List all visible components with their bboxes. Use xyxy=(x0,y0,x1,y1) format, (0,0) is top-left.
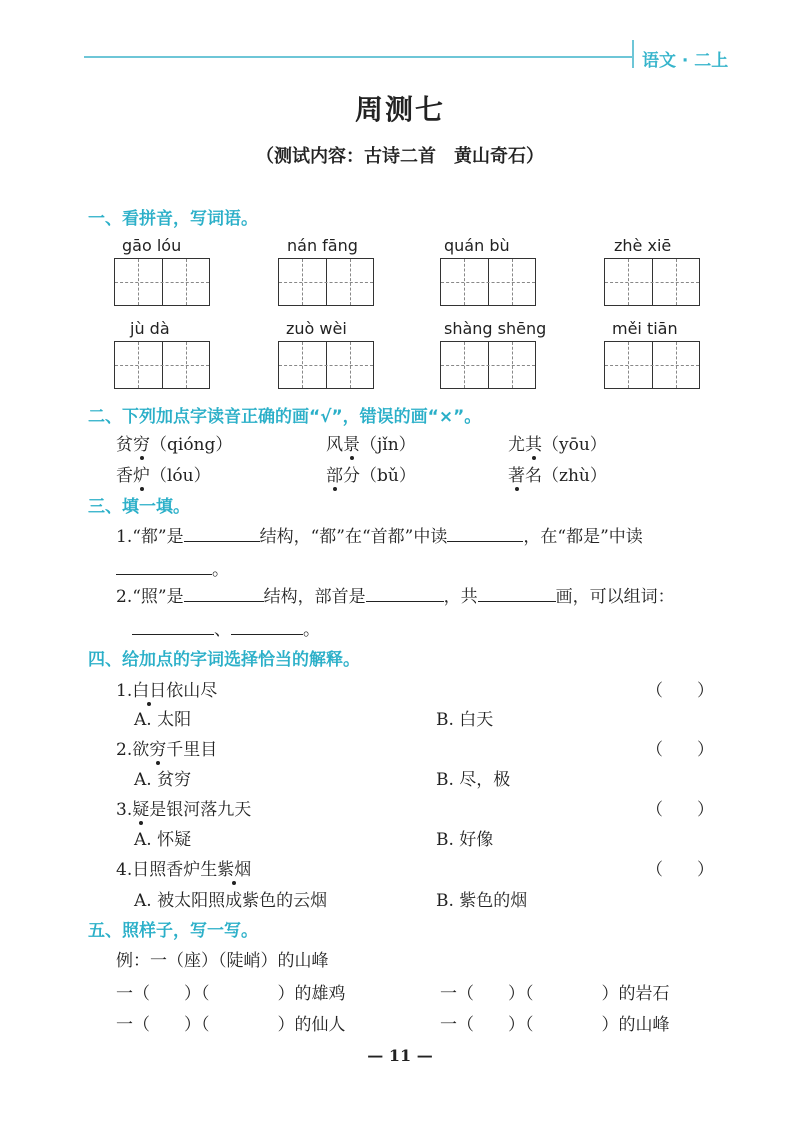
page-subtitle: （测试内容：古诗二首 黄山奇石） xyxy=(256,146,544,167)
answer-parens[interactable]: （ ） xyxy=(646,681,714,701)
pinyin-2: nán fāng xyxy=(287,236,358,255)
answer-blank[interactable] xyxy=(478,584,556,602)
answer-blank[interactable] xyxy=(116,557,212,575)
pinyin-8: měi tiān xyxy=(612,319,678,338)
writing-box-6[interactable] xyxy=(278,341,374,389)
pinyin-4: zhè xiē xyxy=(614,236,672,255)
writing-box-8[interactable] xyxy=(604,341,700,389)
pinyin-6: zuò wèi xyxy=(286,319,347,338)
header-rule xyxy=(84,56,632,58)
section-4-heading: 四、给加点的字词选择恰当的解释。 xyxy=(88,650,360,670)
option-a: A. 贫穷 xyxy=(134,770,192,790)
section-2-heading: 二、下列加点字读音正确的画“√”，错误的画“×”。 xyxy=(88,407,482,427)
answer-blank[interactable] xyxy=(366,584,444,602)
writing-box-5[interactable] xyxy=(114,341,210,389)
choice-question-1: 1.白日依山尽 xyxy=(116,676,217,701)
pronunciation-item: 尤其（yōu） xyxy=(508,430,607,455)
choice-question-2: 2.欲穷千里目 xyxy=(116,735,217,760)
pattern-row[interactable]: 一（ ）（ ）的岩石 xyxy=(440,984,670,1004)
pattern-row[interactable]: 一（ ）（ ）的山峰 xyxy=(440,1015,670,1035)
writing-box-2[interactable] xyxy=(278,258,374,306)
writing-box-1[interactable] xyxy=(114,258,210,306)
section-3-heading: 三、填一填。 xyxy=(88,497,190,517)
fill-question-2: 2.“照”是 结构，部首是 ，共 画，可以组词： xyxy=(116,582,675,607)
writing-box-7[interactable] xyxy=(440,341,536,389)
pinyin-1: gāo lóu xyxy=(122,236,182,255)
pronunciation-item: 香炉（lóu） xyxy=(116,461,211,486)
pronunciation-item: 贫穷（qióng） xyxy=(116,430,232,455)
pronunciation-item: 风景（jǐn） xyxy=(326,430,416,455)
section-5-heading: 五、照样子，写一写。 xyxy=(88,921,258,941)
pattern-row[interactable]: 一（ ）（ ）的仙人 xyxy=(116,1015,346,1035)
pronunciation-item: 著名（zhù） xyxy=(508,461,607,486)
pronunciation-item: 部分（bǔ） xyxy=(326,461,416,486)
answer-blank[interactable] xyxy=(184,584,264,602)
choice-question-3: 3.疑是银河落九天 xyxy=(116,795,251,820)
answer-parens[interactable]: （ ） xyxy=(646,740,714,760)
header-rule-end xyxy=(632,40,634,68)
fill-question-2-cont: 、 。 xyxy=(132,615,320,640)
option-b: B. 紫色的烟 xyxy=(436,891,528,911)
pattern-row[interactable]: 一（ ）（ ）的雄鸡 xyxy=(116,984,346,1004)
pinyin-5: jù dà xyxy=(130,319,170,338)
option-b: B. 尽，极 xyxy=(436,770,511,790)
choice-question-4: 4.日照香炉生紫烟 xyxy=(116,855,251,880)
option-b: B. 白天 xyxy=(436,710,494,730)
writing-box-4[interactable] xyxy=(604,258,700,306)
answer-blank[interactable] xyxy=(184,524,260,542)
page-title: 周测七 xyxy=(354,93,445,126)
option-a: A. 太阳 xyxy=(134,710,192,730)
pinyin-3: quán bù xyxy=(444,236,510,255)
fill-question-1: 1.“都”是 结构，“都”在“首都”中读 ，在“都是”中读 xyxy=(116,522,643,547)
pinyin-7: shàng shēng xyxy=(444,319,547,338)
answer-parens[interactable]: （ ） xyxy=(646,800,714,820)
section-1-heading: 一、看拼音，写词语。 xyxy=(88,209,258,229)
writing-box-3[interactable] xyxy=(440,258,536,306)
answer-blank[interactable] xyxy=(132,617,214,635)
option-b: B. 好像 xyxy=(436,830,494,850)
subject-label: 语文 · 二上 xyxy=(642,51,729,71)
option-a: A. 被太阳照成紫色的云烟 xyxy=(134,891,328,911)
answer-blank[interactable] xyxy=(231,617,303,635)
fill-question-1-cont: 。 xyxy=(116,555,229,580)
answer-parens[interactable]: （ ） xyxy=(646,860,714,880)
answer-blank[interactable] xyxy=(447,524,523,542)
option-a: A. 怀疑 xyxy=(134,830,192,850)
page-number: — 11 — xyxy=(367,1046,433,1065)
example-line: 例：一（座）（陡峭）的山峰 xyxy=(116,951,329,971)
